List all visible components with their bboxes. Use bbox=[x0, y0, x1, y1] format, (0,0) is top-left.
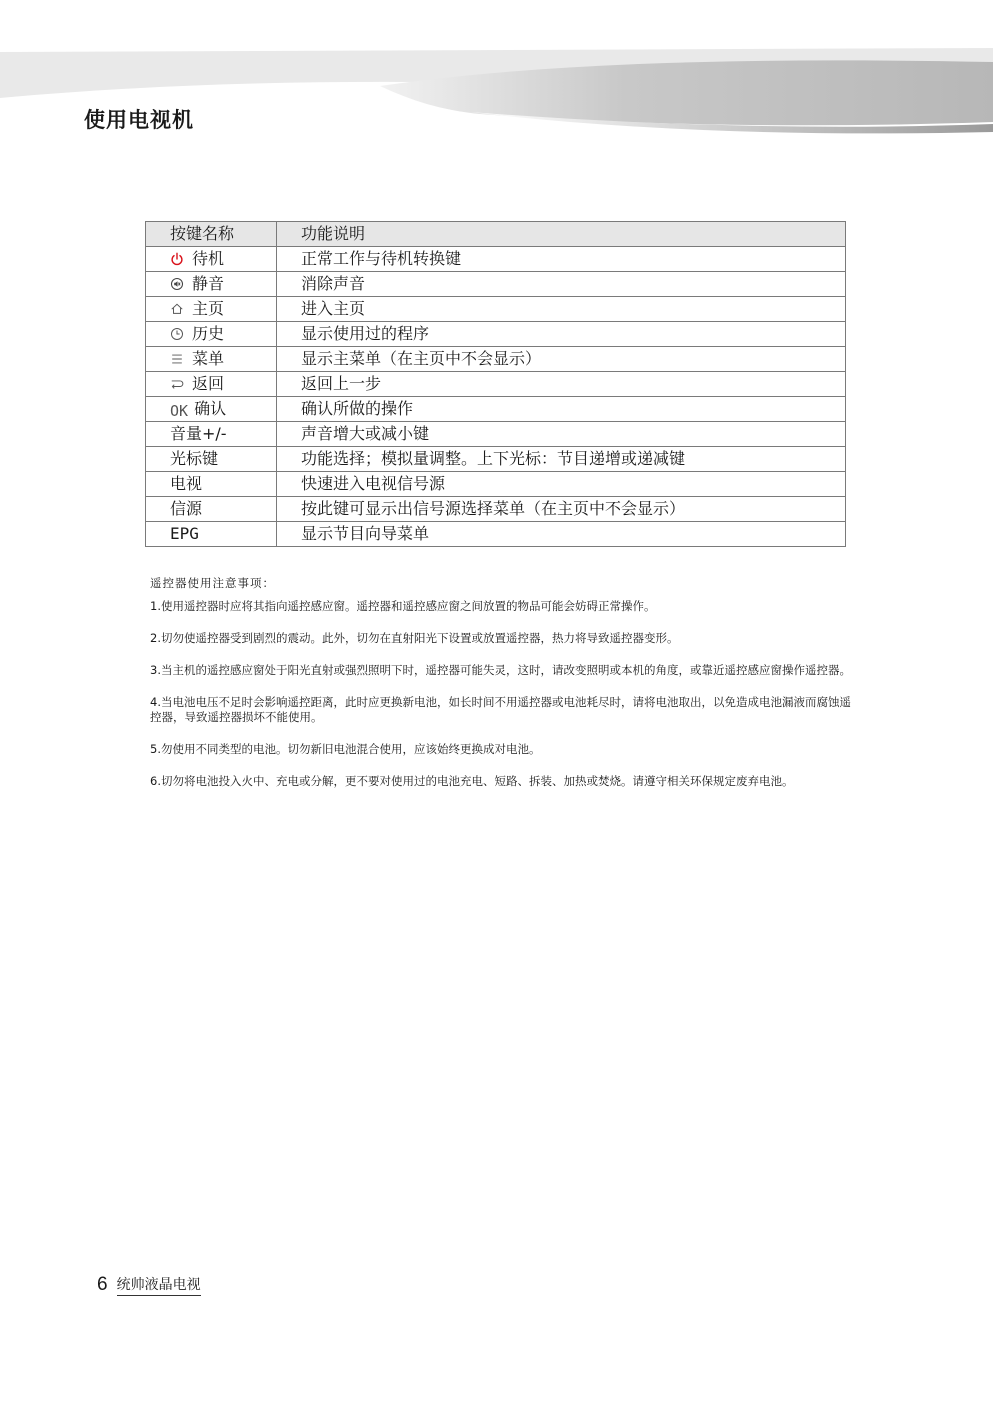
page-number: 6 bbox=[97, 1274, 108, 1295]
table-row bbox=[146, 447, 846, 472]
function-cell: 声音增大或减小键 bbox=[277, 422, 846, 447]
key-cell: 光标键 bbox=[146, 447, 277, 472]
function-cell: 确认所做的操作 bbox=[277, 397, 846, 422]
column-header-function: 功能说明 bbox=[277, 222, 846, 247]
note-item: 6.切勿将电池投入火中、充电或分解，更不要对使用过的电池充电、短路、拆装、加热或焚烧。请遵守相关环保规定废弃电池。 bbox=[150, 774, 794, 788]
key-cell bbox=[146, 272, 277, 297]
function-cell: 按此键可显示出信号源选择菜单（在主页中不会显示） bbox=[277, 497, 846, 522]
table-row bbox=[146, 347, 846, 372]
note-item: 3.当主机的遥控感应窗处于阳光直射或强烈照明下时，遥控器可能失灵，这时，请改变照明或本机的角度，或靠近遥控感应窗操作遥控器。 bbox=[150, 663, 851, 677]
menu-icon bbox=[170, 352, 184, 366]
brand-name: 统帅液晶电视 bbox=[117, 1277, 201, 1296]
key-name: 历史 bbox=[192, 324, 225, 343]
function-cell: 显示节目向导菜单 bbox=[277, 522, 846, 547]
table-row bbox=[146, 397, 846, 422]
clock-icon bbox=[170, 327, 184, 341]
key-cell: 电视 bbox=[146, 472, 277, 497]
key-cell bbox=[146, 297, 277, 322]
function-cell: 快速进入电视信号源 bbox=[277, 472, 846, 497]
key-cell bbox=[146, 247, 277, 272]
table-row bbox=[146, 372, 846, 397]
note-item: 2.切勿使遥控器受到剧烈的震动。此外，切勿在直射阳光下设置或放置遥控器，热力将导致遥控器变形。 bbox=[150, 631, 679, 645]
page-footer bbox=[97, 1274, 201, 1296]
remote-usage-notes bbox=[150, 576, 855, 806]
table-row bbox=[146, 472, 846, 497]
key-cell bbox=[146, 322, 277, 347]
note-item: 5.勿使用不同类型的电池。切勿新旧电池混合使用，应该始终更换成对电池。 bbox=[150, 742, 541, 756]
power-icon bbox=[170, 252, 184, 266]
table-row bbox=[146, 297, 846, 322]
function-cell: 返回上一步 bbox=[277, 372, 846, 397]
function-cell: 正常工作与待机转换键 bbox=[277, 247, 846, 272]
ok-label: OK bbox=[170, 402, 189, 420]
table-row bbox=[146, 247, 846, 272]
table-row bbox=[146, 422, 846, 447]
key-cell: EPG bbox=[146, 522, 277, 547]
table-row bbox=[146, 497, 846, 522]
function-cell: 显示主菜单（在主页中不会显示） bbox=[277, 347, 846, 372]
function-cell: 进入主页 bbox=[277, 297, 846, 322]
key-name: 静音 bbox=[192, 274, 225, 293]
key-cell bbox=[146, 372, 277, 397]
table-row bbox=[146, 272, 846, 297]
function-cell: 显示使用过的程序 bbox=[277, 322, 846, 347]
table-row bbox=[146, 522, 846, 547]
key-cell: 音量+/- bbox=[146, 422, 277, 447]
key-cell bbox=[146, 397, 277, 422]
note-item: 1.使用遥控器时应将其指向遥控感应窗。遥控器和遥控感应窗之间放置的物品可能会妨碍正常操作。 bbox=[150, 599, 656, 613]
column-header-key: 按键名称 bbox=[146, 222, 277, 247]
key-name: 菜单 bbox=[192, 349, 225, 368]
table-row bbox=[146, 322, 846, 347]
key-name: 待机 bbox=[192, 249, 225, 268]
note-item: 4.当电池电压不足时会影响遥控距离，此时应更换新电池，如长时间不用遥控器或电池耗尽时，请将电池取出，以免造成电池漏液而腐蚀遥控器，导致遥控器损坏不能使用。 bbox=[150, 695, 851, 724]
page-title: 使用电视机 bbox=[84, 108, 194, 132]
table-header-row bbox=[146, 222, 846, 247]
home-icon bbox=[170, 302, 184, 316]
key-function-table bbox=[145, 221, 846, 547]
key-name: 返回 bbox=[192, 374, 225, 393]
back-icon bbox=[170, 377, 184, 391]
key-name: 确认 bbox=[194, 399, 227, 418]
notes-title: 遥控器使用注意事项： bbox=[150, 576, 275, 590]
function-cell: 消除声音 bbox=[277, 272, 846, 297]
function-cell: 功能选择；模拟量调整。上下光标：节目递增或递减键 bbox=[277, 447, 846, 472]
mute-icon bbox=[170, 277, 184, 291]
key-cell bbox=[146, 347, 277, 372]
key-name: 主页 bbox=[192, 299, 225, 318]
key-cell: 信源 bbox=[146, 497, 277, 522]
